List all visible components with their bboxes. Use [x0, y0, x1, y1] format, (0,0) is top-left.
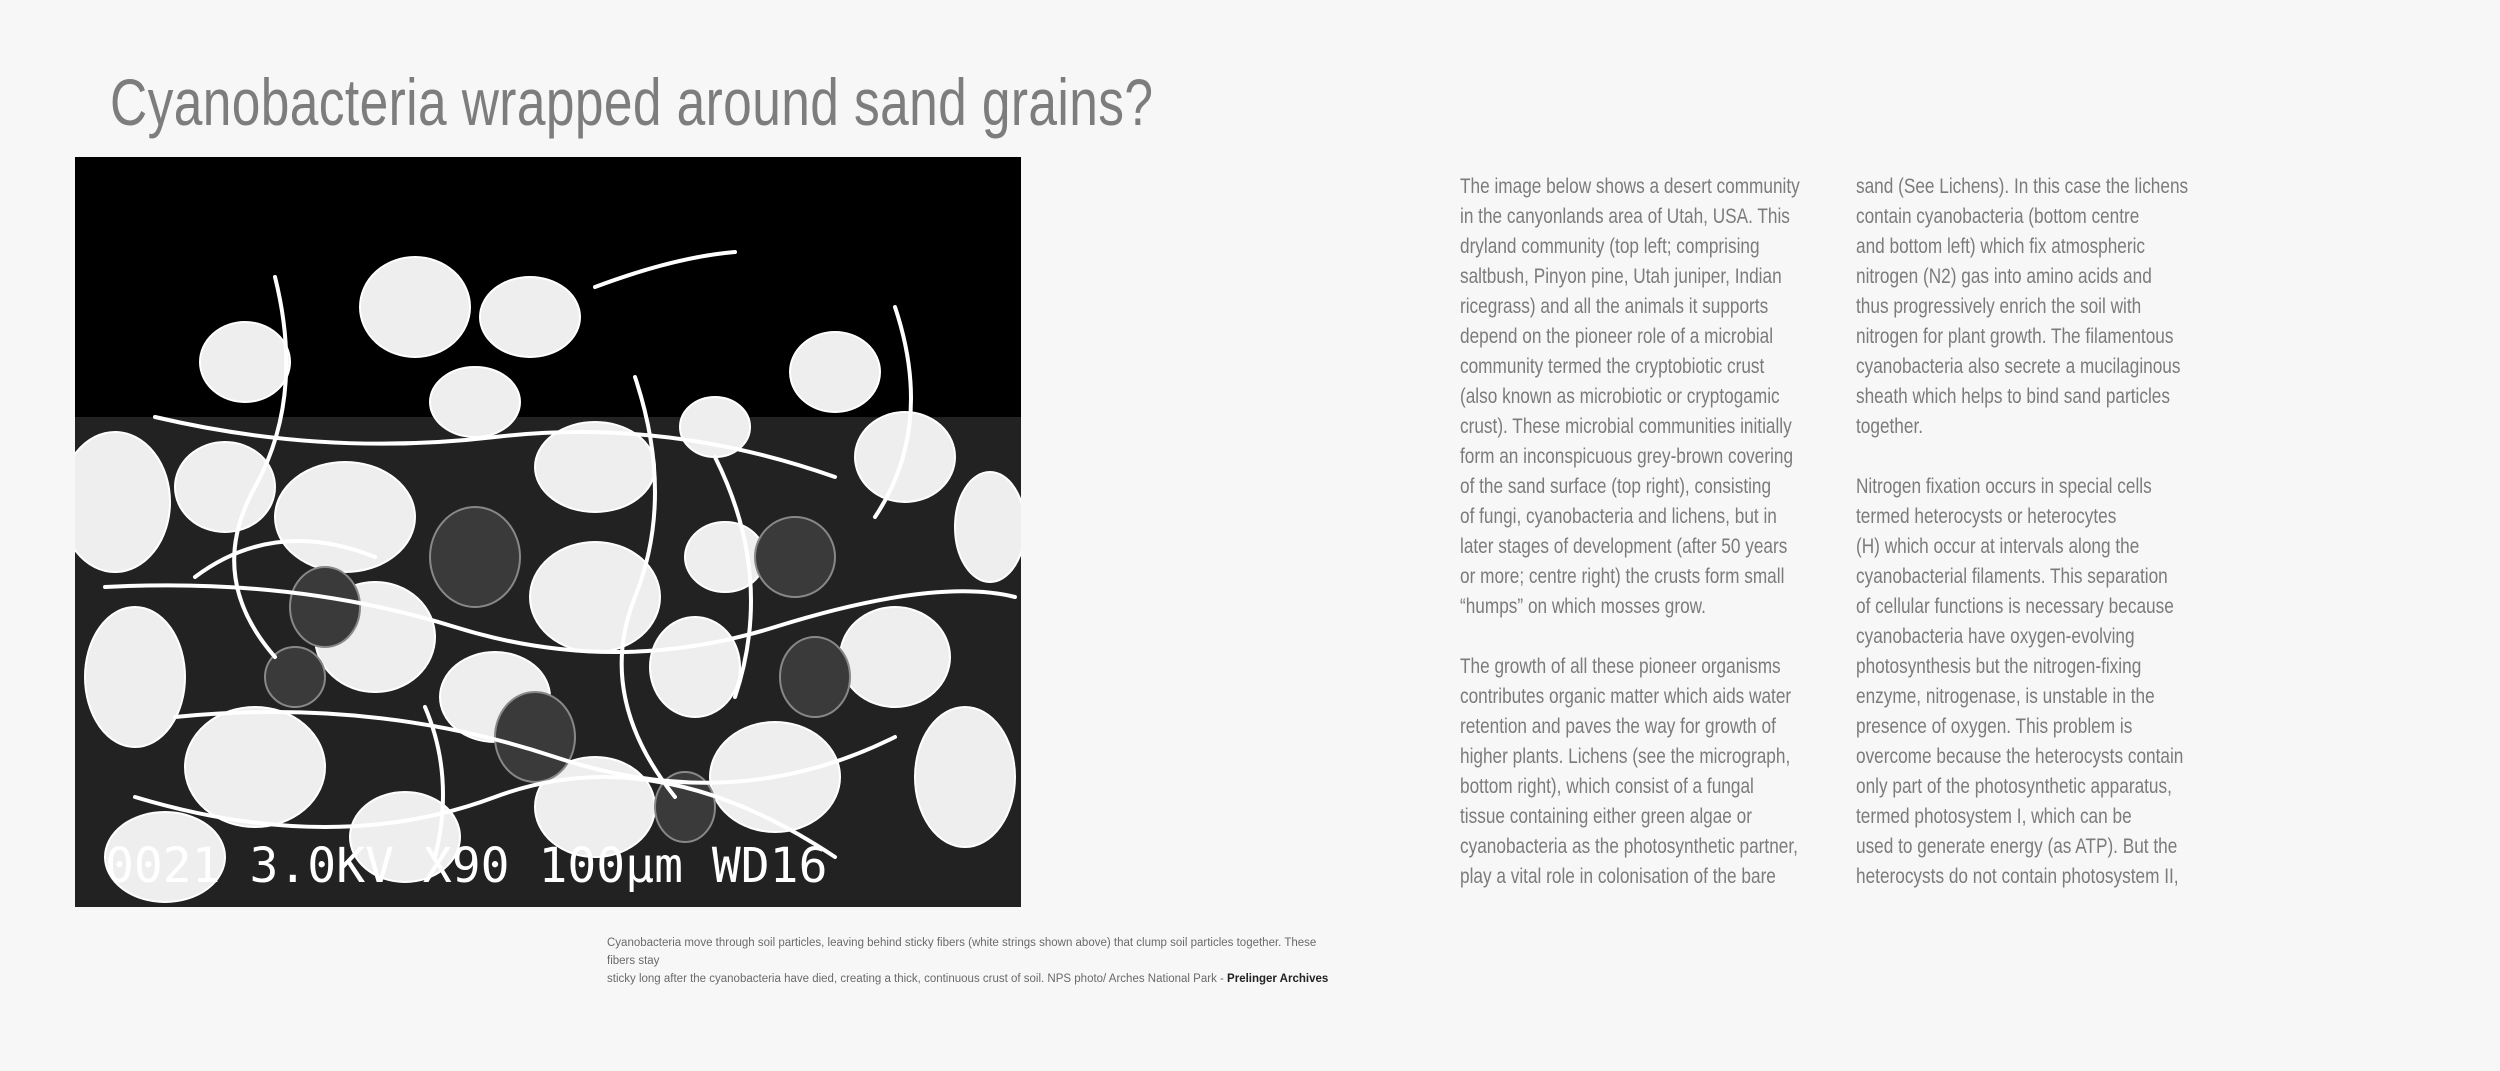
text-line: cyanobacterial filaments. This separation — [1856, 565, 2168, 588]
text-line: later stages of development (after 50 years — [1460, 535, 1788, 558]
text-line: contributes organic matter which aids water — [1460, 685, 1792, 708]
text-line: cyanobacteria as the photosynthetic partner, — [1460, 835, 1798, 858]
text-column-2 — [1856, 172, 2246, 922]
text-line: of fungi, cyanobacteria and lichens, but in — [1460, 505, 1777, 528]
text-line: cyanobacteria also secrete a mucilaginous — [1856, 355, 2181, 378]
text-line: (also known as microbiotic or cryptogamic — [1460, 385, 1780, 408]
text-line: heterocysts do not contain photosystem II, — [1856, 865, 2179, 888]
sem-micrograph — [75, 157, 1021, 907]
text-line: depend on the pioneer role of a microbial — [1460, 325, 1774, 348]
micrograph-scale-text: 0021 3.0KV X90 100µm WD16 — [105, 838, 828, 894]
text-line: nitrogen (N2) gas into amino acids and — [1856, 265, 2152, 288]
text-line: saltbush, Pinyon pine, Utah juniper, Indian — [1460, 265, 1782, 288]
text-line: used to generate energy (as ATP). But the — [1856, 835, 2178, 858]
caption-line-text: sticky long after the cyanobacteria have died, creating a thick, continuous crust of soil. NPS photo/ Arches National Park - — [607, 973, 1228, 985]
text-line: ricegrass) and all the animals it supports — [1460, 295, 1769, 318]
page-title: Cyanobacteria wrapped around sand grains? — [110, 65, 1154, 139]
text-line: of the sand surface (top right), consisting — [1460, 475, 1772, 498]
text-line: (H) which occur at intervals along the — [1856, 535, 2140, 558]
text-line: of cellular functions is necessary because — [1856, 595, 2174, 618]
caption-line — [607, 970, 1347, 988]
text-line: thus progressively enrich the soil with — [1856, 295, 2142, 318]
micrograph-image — [75, 157, 1021, 907]
text-line: cyanobacteria have oxygen-evolving — [1856, 625, 2135, 648]
text-line: dryland community (top left; comprising — [1460, 235, 1760, 258]
text-line: photosynthesis but the nitrogen-fixing — [1856, 655, 2142, 678]
caption-credit: Prelinger Archives — [1227, 973, 1329, 985]
text-line: and bottom left) which fix atmospheric — [1856, 235, 2146, 258]
text-line: termed heterocysts or heterocytes — [1856, 505, 2117, 528]
text-line: sand (See Lichens). In this case the lichens — [1856, 175, 2189, 198]
image-caption — [607, 934, 1347, 988]
text-line: “humps” on which mosses grow. — [1460, 595, 1706, 618]
paragraph — [1460, 172, 1845, 622]
text-line: only part of the photosynthetic apparatus, — [1856, 775, 2172, 798]
text-line: contain cyanobacteria (bottom centre — [1856, 205, 2140, 228]
text-line: The image below shows a desert community — [1460, 175, 1800, 198]
text-line: Nitrogen fixation occurs in special cells — [1856, 475, 2152, 498]
paragraph — [1460, 652, 1845, 892]
text-line: The growth of all these pioneer organisms — [1460, 655, 1781, 678]
text-line: nitrogen for plant growth. The filamentous — [1856, 325, 2174, 348]
text-line: play a vital role in colonisation of the bare — [1460, 865, 1776, 888]
text-line: crust). These microbial communities initially — [1460, 415, 1792, 438]
text-line: retention and paves the way for growth of — [1460, 715, 1776, 738]
paragraph — [1856, 472, 2241, 892]
text-line: together. — [1856, 415, 1924, 438]
text-column-1 — [1460, 172, 1850, 922]
text-line: bottom right), which consist of a fungal — [1460, 775, 1754, 798]
text-line: tissue containing either green algae or — [1460, 805, 1752, 828]
text-line: enzyme, nitrogenase, is unstable in the — [1856, 685, 2155, 708]
text-line: higher plants. Lichens (see the micrograph, — [1460, 745, 1791, 768]
text-line: overcome because the heterocysts contain — [1856, 745, 2184, 768]
text-line: or more; centre right) the crusts form small — [1460, 565, 1785, 588]
text-line: sheath which helps to bind sand particles — [1856, 385, 2170, 408]
text-line: community termed the cryptobiotic crust — [1460, 355, 1765, 378]
caption-line: Cyanobacteria move through soil particles, leaving behind sticky fibers (white strings shown above) that clump soil particles together. These fibers stay — [607, 937, 1317, 967]
paragraph — [1856, 172, 2241, 442]
text-line: form an inconspicuous grey-brown covering — [1460, 445, 1794, 468]
text-line: termed photosystem I, which can be — [1856, 805, 2132, 828]
text-line: in the canyonlands area of Utah, USA. This — [1460, 205, 1790, 228]
text-line: presence of oxygen. This problem is — [1856, 715, 2133, 738]
